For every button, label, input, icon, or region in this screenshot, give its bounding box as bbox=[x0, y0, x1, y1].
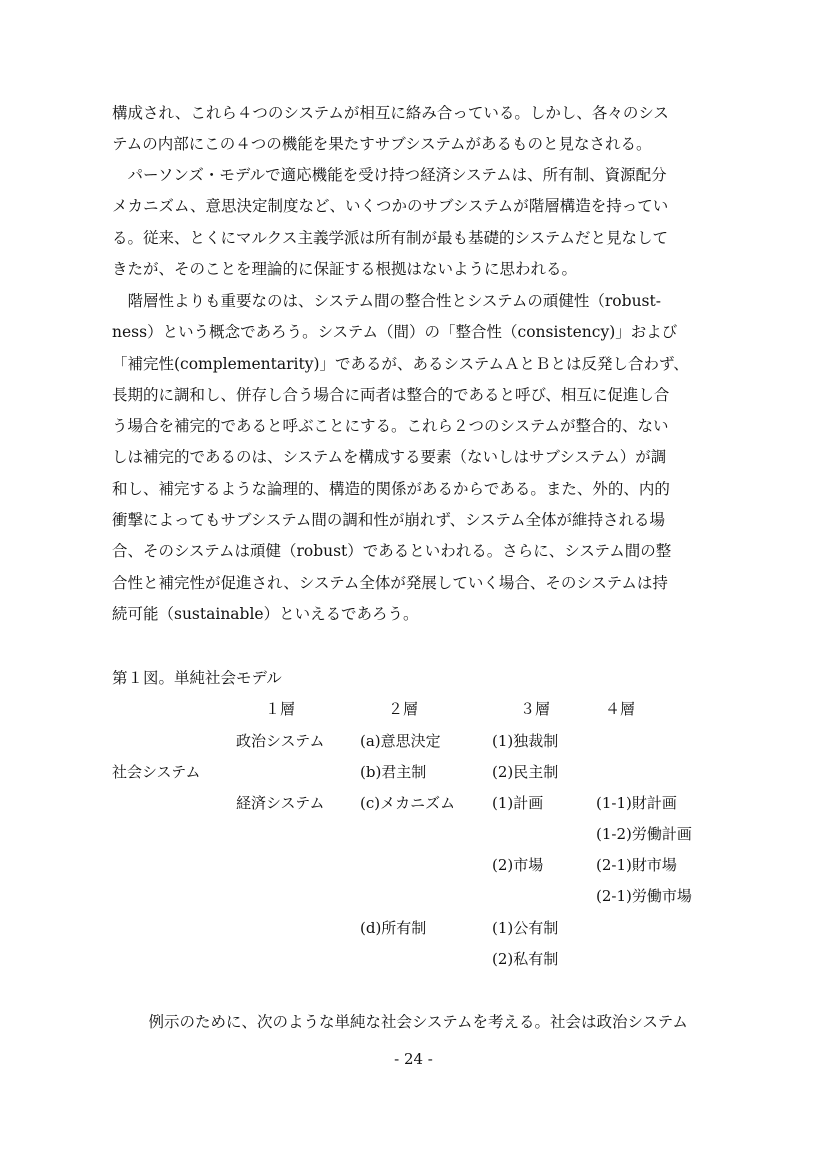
text-line: パーソンズ・モデルで適応機能を受け持つ経済システムは、所有制、資源配分 bbox=[112, 166, 667, 184]
figure-title: 第１図。単純社会モデル bbox=[112, 669, 282, 687]
text-line: 階層性よりも重要なのは、システム間の整合性とシステムの頑健性（robust- bbox=[112, 292, 661, 310]
text-line: 続可能（sustainable）といえるであろう。 bbox=[112, 604, 419, 623]
text-line: きたが、そのことを理論的に保証する根拠はないように思われる。 bbox=[112, 259, 578, 278]
model-node: (2)市場 bbox=[492, 856, 544, 874]
text-line: テムの内部にこの４つの機能を果たすサブシステムがあるものと見なされる。 bbox=[112, 135, 652, 154]
model-node: (1-2)労働計画 bbox=[596, 825, 692, 843]
text-line: 合、そのシステムは頑健（robust）であるといわれる。さらに、システム間の整 bbox=[112, 542, 672, 561]
page-number: - 24 - bbox=[394, 1050, 433, 1068]
text-line: 和し、補完するような論理的、構造的関係があるからである。また、外的、内的 bbox=[112, 479, 670, 498]
text-line: 「補完性(complementarity)」であるが、あるシステムＡとＢとは反発し合わず、 bbox=[112, 354, 689, 373]
paragraph bbox=[112, 98, 669, 161]
model-node: (2-1)労働市場 bbox=[596, 887, 692, 905]
layer-header: ４層 bbox=[605, 700, 636, 718]
model-node: (a)意思決定 bbox=[360, 732, 441, 750]
paragraph bbox=[112, 160, 668, 285]
model-node: (d)所有制 bbox=[360, 919, 427, 937]
text-line: しは補完的であるのは、システムを構成する要素（ないしはサブシステム）が調 bbox=[112, 448, 667, 467]
model-node: (b)君主制 bbox=[360, 763, 427, 781]
model-node: (1)独裁制 bbox=[492, 732, 559, 750]
paragraph bbox=[112, 286, 689, 630]
text-line: う場合を補完的であると呼ぶことにする。これら２つのシステムが整合的、ない bbox=[112, 417, 669, 436]
model-node: (2)私有制 bbox=[492, 950, 559, 968]
model-node: (c)メカニズム bbox=[360, 794, 456, 812]
text-line: 構成され、これら４つのシステムが相互に絡み合っている。しかし、各々のシス bbox=[112, 104, 669, 122]
text-line: メカニズム、意思決定制度など、いくつかのサブシステムが階層構造を持ってい bbox=[112, 197, 669, 216]
paragraph-line: 例示のために、次のような単純な社会システムを考える。社会は政治システム bbox=[133, 1013, 688, 1031]
model-node: (1-1)財計画 bbox=[596, 794, 677, 812]
text-line: 衝撃によってもサブシステム間の調和性が崩れず、システム全体が維持される場 bbox=[112, 511, 666, 530]
text-line: ness）という概念であろう。システム（間）の「整合性（consistency)」および bbox=[112, 323, 678, 342]
model-node: 社会システム bbox=[112, 763, 201, 781]
model-node: (1)公有制 bbox=[492, 919, 559, 937]
text-line: 長期的に調和し、併存し合う場合に両者は整合的であると呼び、相互に促進し合 bbox=[112, 385, 670, 404]
layer-header: ２層 bbox=[388, 700, 419, 718]
model-node: 経済システム bbox=[236, 794, 325, 812]
text-line: 合性と補完性が促進され、システム全体が発展していく場合、そのシステムは持 bbox=[112, 573, 668, 592]
layer-header: ３層 bbox=[520, 700, 551, 718]
model-node: (2)民主制 bbox=[492, 763, 559, 781]
model-node: (1)計画 bbox=[492, 794, 544, 812]
model-node: 政治システム bbox=[236, 732, 325, 750]
model-node: (2-1)財市場 bbox=[596, 856, 677, 874]
text-line: る。従来、とくにマルクス主義学派は所有制が最も基礎的システムだと見なして bbox=[112, 228, 668, 247]
layer-header: １層 bbox=[265, 700, 296, 718]
